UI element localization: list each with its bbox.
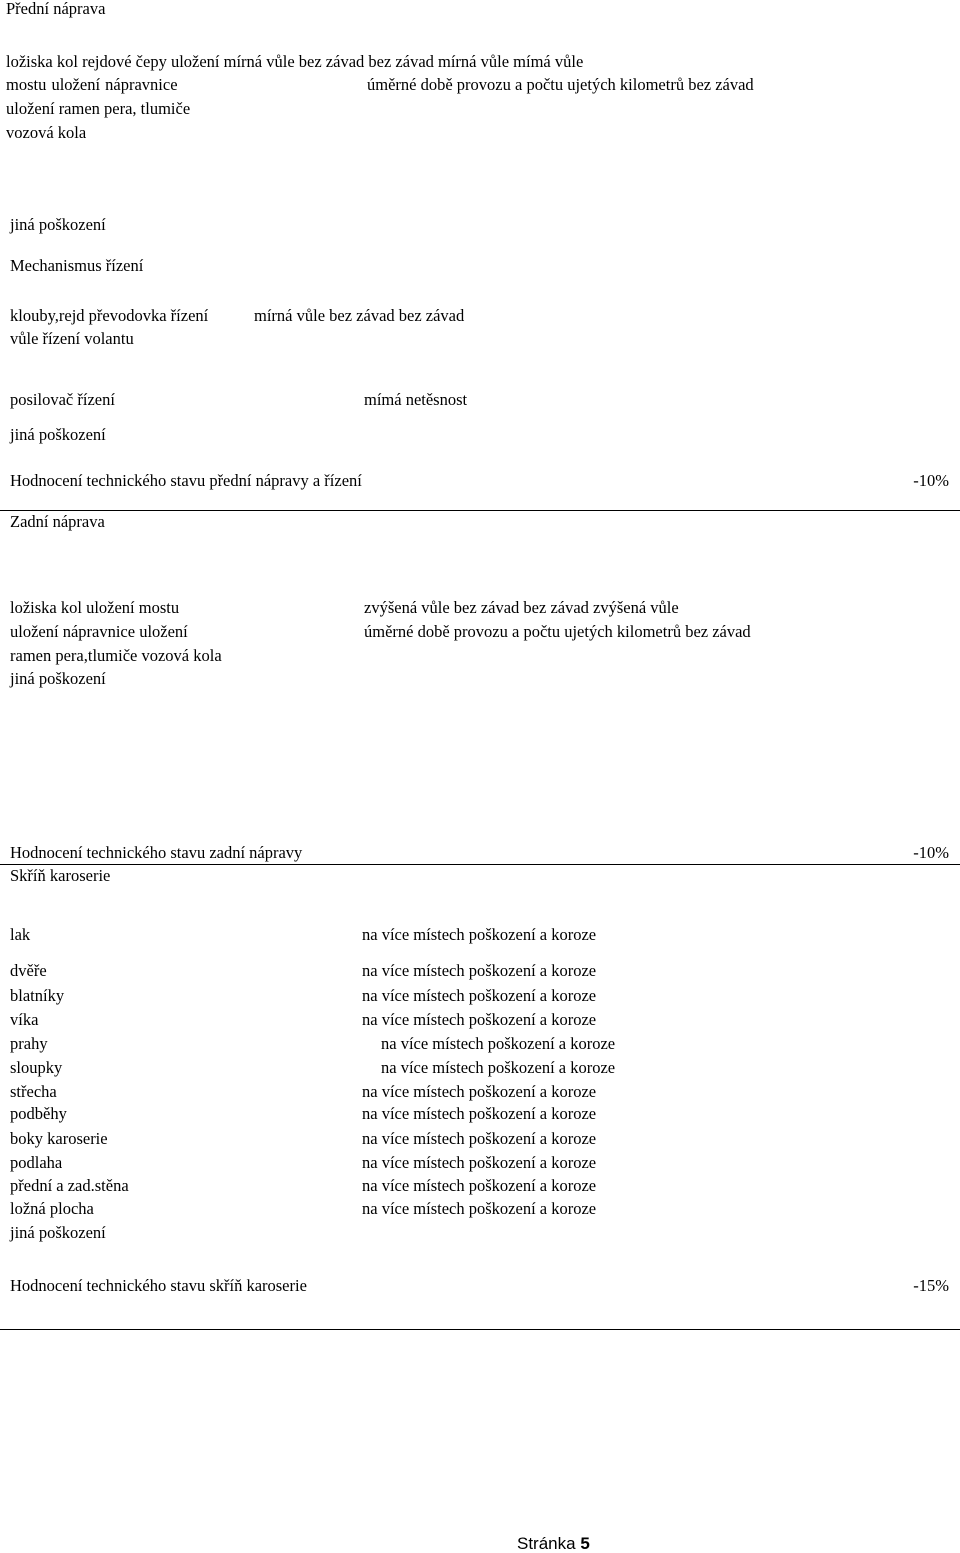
body-row-value: na více místech poškození a koroze — [381, 1058, 616, 1077]
front-axle-line-3: uložení ramen pera, tlumiče — [6, 99, 191, 118]
body-row-value: na více místech poškození a koroze — [362, 1082, 597, 1101]
body-row-value: na více místech poškození a koroze — [362, 1176, 597, 1195]
body-row-label: dvěře — [10, 961, 47, 980]
body-row-value: na více místech poškození a koroze — [381, 1034, 616, 1053]
steering-items-line-2: vůle řízení volantu — [10, 329, 134, 348]
rear-axle-item: uložení nápravnice uložení — [10, 622, 188, 641]
steering-title: Mechanismus řízení — [10, 256, 144, 275]
body-row-value: na více místech poškození a koroze — [362, 1010, 597, 1029]
body-row-value: na více místech poškození a koroze — [362, 961, 597, 980]
divider — [0, 1329, 960, 1330]
body-row-label: podlaha — [10, 1153, 63, 1172]
rear-axle-title: Zadní náprava — [10, 512, 105, 531]
divider — [0, 510, 960, 511]
body-row-label: víka — [10, 1010, 39, 1029]
body-row-value: na více místech poškození a koroze — [362, 1199, 597, 1218]
body-row-label: podběhy — [10, 1104, 67, 1123]
body-row-value: na více místech poškození a koroze — [362, 1153, 597, 1172]
front-axle-evaluation-label: Hodnocení technického stavu přední nápravy a řízení — [10, 471, 362, 490]
body-row-label: ložná plocha — [10, 1199, 94, 1218]
divider — [0, 864, 960, 865]
body-title: Skříň karoserie — [10, 866, 111, 885]
rear-axle-evaluation-value: -10% — [913, 843, 949, 862]
front-axle-line-4: vozová kola — [6, 123, 87, 142]
body-row-value: na více místech poškození a koroze — [362, 925, 597, 944]
body-row-label: střecha — [10, 1082, 57, 1101]
body-row-value: na více místech poškození a koroze — [362, 986, 597, 1005]
body-row-label: sloupky — [10, 1058, 63, 1077]
front-axle-line-1: ložiska kol rejdové čepy uložení mírná vůle bez závad bez závad mírná vůle mímá vůle — [6, 52, 584, 71]
rear-axle-item: ložiska kol uložení mostu — [10, 598, 180, 617]
front-axle-title: Přední náprava — [6, 0, 106, 18]
page-footer — [517, 1535, 590, 1552]
body-row-label: boky karoserie — [10, 1129, 108, 1148]
front-axle-other-damage: jiná poškození — [10, 215, 106, 234]
rear-axle-value: úměrné době provozu a počtu ujetých kilometrů bez závad — [364, 622, 751, 641]
body-row-label: prahy — [10, 1034, 48, 1053]
front-axle-evaluation-value: -10% — [913, 471, 949, 490]
rear-axle-item: jiná poškození — [10, 669, 106, 688]
rear-axle-item: ramen pera,tlumiče vozová kola — [10, 646, 222, 665]
body-row-label: blatníky — [10, 986, 65, 1005]
steering-other-damage: jiná poškození — [10, 425, 106, 444]
front-axle-line-2-value: úměrné době provozu a počtu ujetých kilometrů bez závad — [367, 75, 754, 94]
body-row-label: přední a zad.stěna — [10, 1176, 129, 1195]
page-number: 5 — [580, 1534, 590, 1553]
front-axle-line-2: mostu uložení nápravnice — [6, 75, 178, 94]
body-row-value: na více místech poškození a koroze — [362, 1129, 597, 1148]
steering-items-line-1: klouby,rejd převodovka řízení — [10, 306, 209, 325]
rear-axle-evaluation-label: Hodnocení technického stavu zadní nápravy — [10, 843, 303, 862]
body-row-label: lak — [10, 925, 31, 944]
body-evaluation-value: -15% — [913, 1276, 949, 1295]
power-steering-value: mímá netěsnost — [364, 390, 468, 409]
body-row-value: na více místech poškození a koroze — [362, 1104, 597, 1123]
steering-values: mírná vůle bez závad bez závad — [254, 306, 465, 325]
body-row-label: jiná poškození — [10, 1223, 106, 1242]
power-steering-label: posilovač řízení — [10, 390, 115, 409]
page-word: Stránka — [517, 1534, 576, 1553]
body-evaluation-label: Hodnocení technického stavu skříň karoserie — [10, 1276, 307, 1295]
rear-axle-value: zvýšená vůle bez závad bez závad zvýšená vůle — [364, 598, 679, 617]
